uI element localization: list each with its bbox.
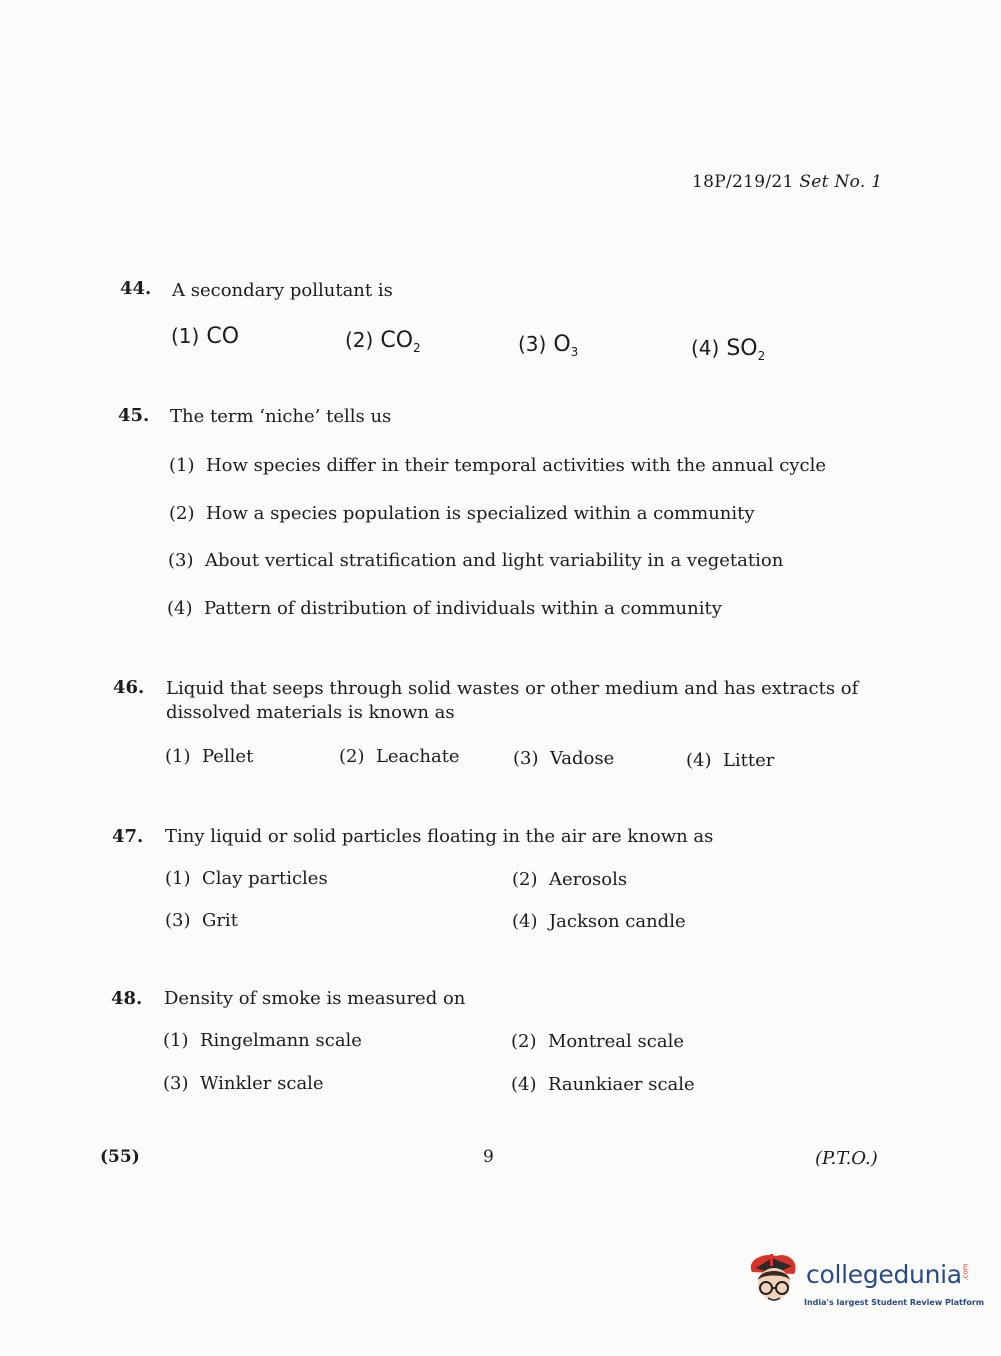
- option: (1) Ringelmann scale: [163, 1030, 362, 1051]
- question-number: 47.: [112, 826, 144, 847]
- option: (2) $CO_2$: [345, 328, 421, 355]
- option: (4) Raunkiaer scale: [511, 1074, 695, 1095]
- question-number: 44.: [120, 278, 152, 299]
- option: (1) How species differ in their temporal activities with the annual cycle: [169, 455, 826, 476]
- option: (2) Montreal scale: [511, 1031, 684, 1052]
- brand-tagline: India's largest Student Review Platform: [804, 1298, 985, 1307]
- option: (1) CO: [171, 324, 240, 349]
- question-text-continued: dissolved materials is known as: [166, 702, 455, 723]
- question-number: 46.: [113, 677, 145, 698]
- question-text: A secondary pollutant is: [172, 280, 393, 301]
- footer-code: (55): [100, 1147, 140, 1167]
- option: (2) How a species population is specialized within a community: [169, 503, 755, 524]
- set-number: Set No. 1: [799, 172, 883, 192]
- pto-label: (P.T.O.): [815, 1148, 878, 1169]
- question-text: Liquid that seeps through solid wastes or other medium and has extracts of: [166, 678, 859, 699]
- option: (1) Pellet: [165, 746, 254, 767]
- option: (4) Pattern of distribution of individuals within a community: [167, 598, 722, 619]
- paper-code: 18P/219/21: [692, 172, 794, 192]
- question-text: Tiny liquid or solid particles floating in the air are known as: [165, 826, 714, 847]
- exam-code: [692, 172, 882, 192]
- question-number: 48.: [111, 988, 143, 1009]
- brand-domain: .com: [961, 1263, 970, 1281]
- option: (2) Leachate: [339, 746, 460, 767]
- question-number: 45.: [118, 405, 150, 426]
- option: (3) Winkler scale: [163, 1073, 324, 1094]
- option: (2) Aerosols: [512, 869, 628, 890]
- page-number: 9: [483, 1147, 494, 1167]
- option: (3) Vadose: [513, 748, 615, 769]
- question-text: Density of smoke is measured on: [164, 988, 466, 1009]
- option: (4) Jackson candle: [512, 911, 686, 932]
- option: (3) Grit: [165, 910, 238, 931]
- brand-name: collegedunia: [806, 1260, 962, 1289]
- collegedunia-logo-icon: [742, 1250, 804, 1314]
- option: (3) About vertical stratification and light variability in a vegetation: [168, 550, 784, 571]
- option: (1) Clay particles: [165, 868, 328, 889]
- question-text: The term ‘niche’ tells us: [170, 406, 392, 427]
- option: (4) Litter: [686, 750, 775, 771]
- option: (4) $SO_2$: [691, 336, 766, 363]
- option: (3) $O_3$: [518, 332, 579, 359]
